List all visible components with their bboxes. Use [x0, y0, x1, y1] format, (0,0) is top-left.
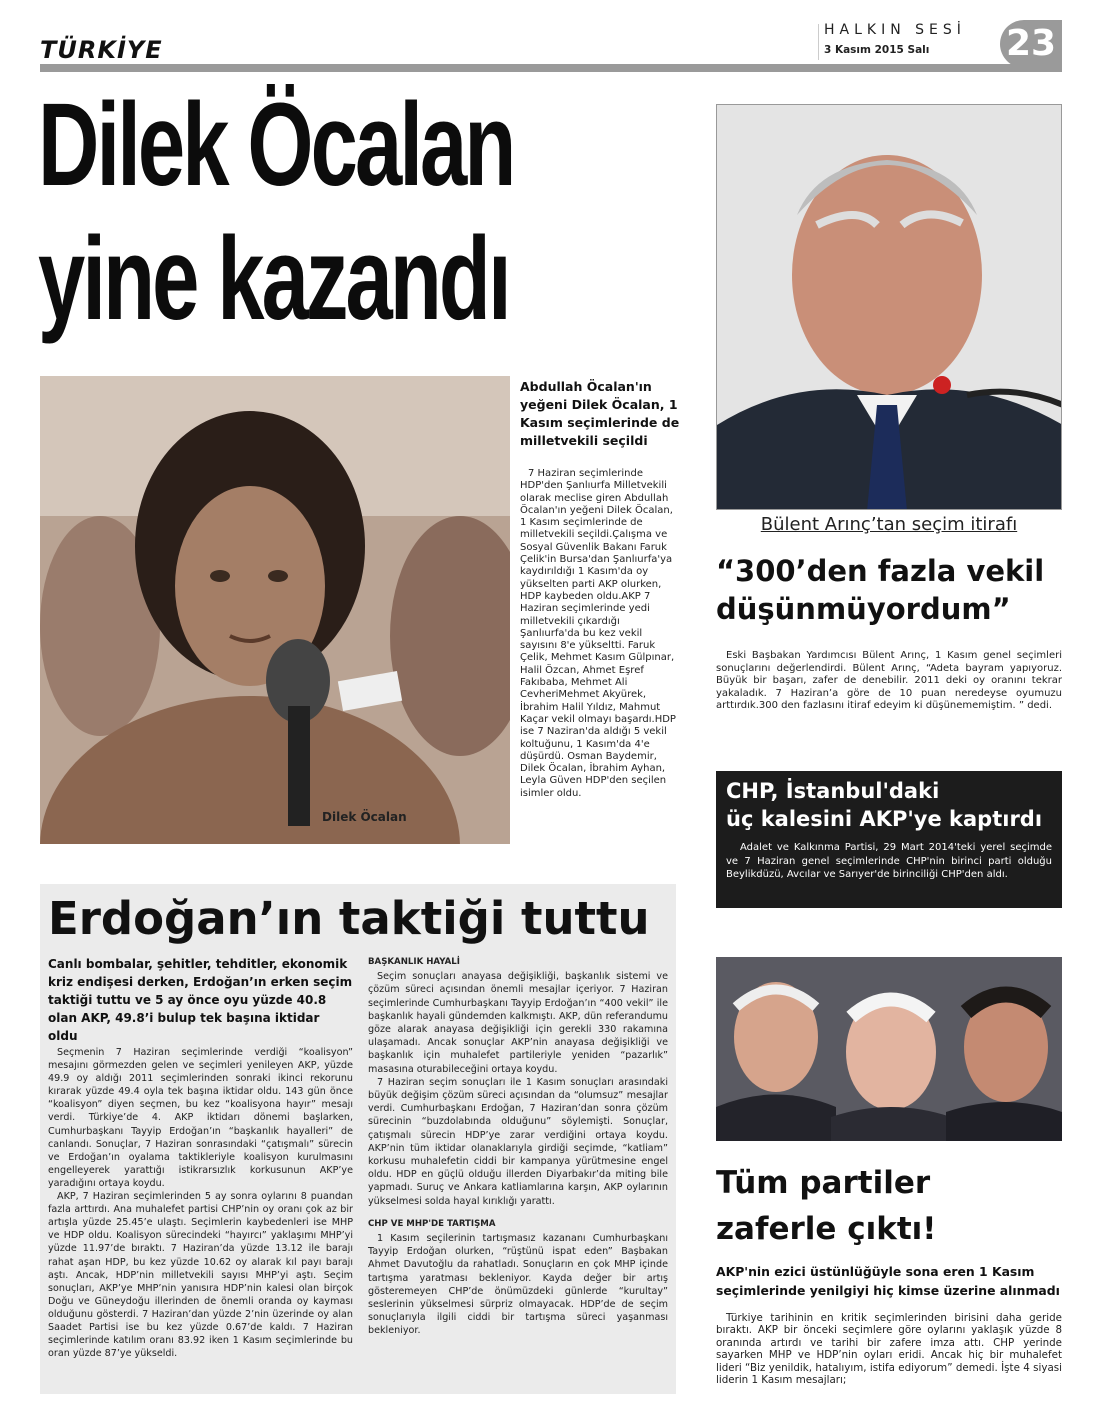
erdogan-deck: Canlı bombalar, şehitler, tehditler, ekonomik kriz endişesi derken, Erdoğan’ın erken seçim taktiği tuttu ve 5 ay önce oyu yüzde 40.8 olan AKP, 49.8’i bulup tek başına iktidar oldu	[48, 957, 353, 1043]
section-label: TÜRKİYE	[40, 36, 163, 64]
lead-deck: Abdullah Öcalan'ın yeğeni Dilek Öcalan, 1 Kasım seçimlerinde de milletvekili seçildi	[520, 379, 680, 448]
dilek-ocalan-photo	[40, 376, 510, 844]
header-rule	[40, 64, 1062, 72]
erdogan-paragraph: 7 Haziran seçim sonuçları ile 1 Kasım sonuçları arasındaki büyük değişim çözüm süreci açısından da “olumsuz” mesajlar verdi. Cumhurbaşkanı Erdoğan, 7 Haziran’dan sonra çözüm sürecinin “buzdolabında olduğunu” söylemişti. Sonuçlar, çatışmalı sürecin HDP’ye zarar verdiğini ortaya koydu. AKP’nin tüm iktidar olanaklarıyla girdiği seçimde, “katliam” korkusu muhalefetin ciddi bir kampanya yürütmesine engel oldu. HDP en güçlü olduğu illerden Diyarbakır’da miting bile yapmadı. Suruç ve Ankara katliamlarına karşın, AKP oylarının yükselmesi solda hayal kırıklığı yarattı.	[368, 1076, 668, 1207]
erdogan-paragraph: Seçmenin 7 Haziran seçimlerinde verdiği “koalisyon” mesajını görmezden gelen ve seçimleri yenileyen AKP, yüzde 49.9 oy aldığı 2011 seçimlerinden sonraki ikinci rekorunu kırarak yüzde 49.4 oyla tek başına iktidar oldu. 143 gün önce “koalisyon” diyen seçmen, bu kez “koalisyona hayır” mesajı verdi. Türkiye’de 4. AKP iktidarı dönemi başlarken, Cumhurbaşkanı Tayyip Erdoğan’ın “başkanlık hayalleri” de canlandı. Sonuçlar, 7 Haziran sonrasındaki “çatışmalı” sürecin ve Erdoğan’ın oyalama taktikleriyle koalisyon kurulmasını engelleyerek yarattığı istikrarsızlık korkusunun AKP’ye yaradığını ortaya koydu.	[48, 1047, 353, 1189]
issue-date: 3 Kasım 2015 Salı	[824, 44, 930, 56]
chp-headline-line2: üç kalesini AKP'ye kaptırdı	[726, 807, 1043, 831]
erdogan-subhead: CHP VE MHP'DE TARTIŞMA	[368, 1218, 496, 1229]
parties-headline-line1: Tüm partiler	[716, 1165, 931, 1201]
leaders-photo-illustration	[716, 957, 1062, 1141]
erdogan-column-2	[368, 956, 668, 1338]
bulent-arinc-photo	[716, 104, 1062, 510]
lead-headline-line2: yine kazandı	[38, 213, 509, 345]
parties-deck: AKP'nin ezici üstünlüğüyle sona eren 1 Kasım seçimlerinde yenilgiyi hiç kimse üzerine alınmadı	[716, 1264, 1060, 1298]
newspaper-name: HALKIN SESİ	[824, 22, 966, 38]
lead-headline-line1: Dilek Öcalan	[38, 79, 514, 211]
lead-headline	[38, 78, 514, 346]
erdogan-headline: Erdoğan’ın taktiği tuttu	[48, 892, 650, 945]
parties-body: Türkiye tarihinin en kritik seçimlerinden birisini daha geride bıraktı. AKP bir önceki seçimlere göre oylarını yaklaşık yüzde 8 oranında artırdı ve tarihi bir zafere imza attı. CHP yerinde sayarken MHP ve HDP’nin oyları eridi. Ancak hiç bir muhalefet lideri “Biz yenildik, hatalıyım, istifa ediyorum” demedi. İşte 4 siyasi liderin 1 Kasım mesajları;	[716, 1312, 1062, 1387]
erdogan-paragraph: AKP, 7 Haziran seçimlerinden 5 ay sonra oylarını 8 puandan fazla arttırdı. Ana muhalefet partisi CHP’nin oy oranı çok az bir artışla yüzde 25.45’e ulaştı. Seçimlerin kaybedenleri ise MHP ve HDP oldu. Koalisyon sürecindeki “hayırcı” yaklaşımı MHP’yi yüzde 11.97’de bıraktı. 7 Haziran’da yüzde 13.12 ile barajı rahat aşan HDP, bu kez yüzde 10.62 oy alarak kıl payı barajı aştı. Ancak, HDP’nin milletvekili sayısı MHP’yi aştı. Seçim sonuçları, AKP’ye MHP’nin yanısıra HDP’nin kalesi olan birçok Doğu ve Güneydoğu illerinden de önemli oranda oy kayması olduğunu gösterdi. 7 Haziran’dan yüzde 2’nin üzerinde oy alan Saadet Partisi ise bu kez yüzde 0.67’de kaldı. 7 Haziran seçimlerinde katılım oranı 83.92 iken 1 Kasım seçimlerinde bu oran yüzde 87’ye yükseldi.	[48, 1191, 353, 1360]
arinc-kicker: Bülent Arınç’tan seçim itirafı	[760, 514, 1018, 535]
photo-caption: Dilek Öcalan	[322, 810, 407, 824]
arinc-body: Eski Başbakan Yardımcısı Bülent Arınç, 1 Kasım genel seçimleri sonuçlarını değerlendirdi. Bülent Arınç, “Adeta bayram yapıyoruz. Büyük bir başarı, zafer de denebilir. 2011 deki oy oranını tekrar yakaladık. 7 Haziran’a göre de 10 puan neredeyse oyumuzu arttırdık.300 den fazlasını itiraf edeyim ki düşünememiştim. ” dedi.	[716, 650, 1062, 712]
erdogan-column-1	[48, 1046, 353, 1360]
chp-headline	[726, 777, 1052, 833]
page-number: 23	[1000, 20, 1062, 68]
dilek-photo-illustration	[40, 376, 510, 844]
erdogan-paragraph: Seçim sonuçları anayasa değişikliği, başkanlık sistemi ve çözüm süreci açısından önemli mesajlar içeriyor. 7 Haziran seçimlerinde Cumhurbaşkanı Tayyip Erdoğan’ın “400 vekil” ile başkanlık hayali gündemden kalkmıştı. AKP, dün referandumu göze alarak anayasa değişikliği için gerekli 330 rakamına ulaşamadı. Ancak sonuçlar AKP’nin anayasa değişikliği ve başkanlık için muhalefet partileriyle yeniden “pazarlık” masasına oturabileceğini ortaya koydu.	[368, 971, 668, 1075]
erdogan-paragraph: 1 Kasım seçilerinin tartışmasız kazananı Cumhurbaşkanı Tayyip Erdoğan olurken, “rüştünü ispat eden” Başbakan Ahmet Davutoğlu da rahatladı. Sonuçların en çok MHP içinde tartışma yaratması bekleniyor. Kayda değer bir artış gösteremeyen CHP’de önümüzdeki günlerde “kurultay” seslerinin yükselmesi sürpriz olmayacak. HDP’de de seçim sonuçlarıyla ilgili ciddi bir tartışma süreci yaşanması bekleniyor.	[368, 1233, 668, 1337]
parties-headline	[716, 1160, 1062, 1252]
chp-body: Adalet ve Kalkınma Partisi, 29 Mart 2014'teki yerel seçimde ve 7 Haziran genel seçimlerinde CHP'nin birinci parti olduğu Beylikdüzü, Avcılar ve Sarıyer'de birinciliği CHP'den aldı.	[726, 842, 1052, 880]
parties-headline-line2: zaferle çıktı!	[716, 1211, 937, 1247]
lead-body: 7 Haziran seçimlerinde HDP'den Şanlıurfa Milletvekili olarak meclise giren Abdullah Öcalan'ın yeğeni Dilek Öcalan, 1 Kasım seçimlerinde de milletvekili seçildi.Çalışma ve Sosyal Güvenlik Bakanı Faruk Çelik'in Bursa'dan Şanlıurfa'ya kaydırıldığı 1 Kasım'da oy yükselten parti AKP olurken, HDP kaybeden oldu.AKP 7 Haziran seçimlerinde yedi milletvekili çıkardığı Şanlıurfa'da bu kez vekil sayısını 8'e yükseltti. Faruk Çelik, Mehmet Kasım Gülpınar, Halil Özcan, Ahmet Eşref Fakıbaba, Mehmet Ali CevheriMehmet Akyürek, İbrahim Halil Yıldız, Mahmut Kaçar vekil olmayı başardı.HDP ise 7 Naziran'da aldığı 5 vekil koltuğunu, 1 Kasım'da 4'e düşürdü. Osman Baydemir, Dilek Öcalan, İbrahim Ayhan, Leyla Güven HDP'den seçilen isimler oldu.	[520, 468, 676, 799]
chp-story-box	[716, 771, 1062, 908]
erdogan-subhead: BAŞKANLIK HAYALİ	[368, 957, 460, 967]
header-separator	[818, 24, 819, 60]
party-leaders-photo	[716, 957, 1062, 1141]
arinc-headline: “300’den fazla vekil düşünmüyordum”	[716, 554, 1045, 626]
chp-headline-line1: CHP, İstanbul'daki	[726, 779, 940, 803]
arinc-photo-illustration	[717, 105, 1062, 510]
